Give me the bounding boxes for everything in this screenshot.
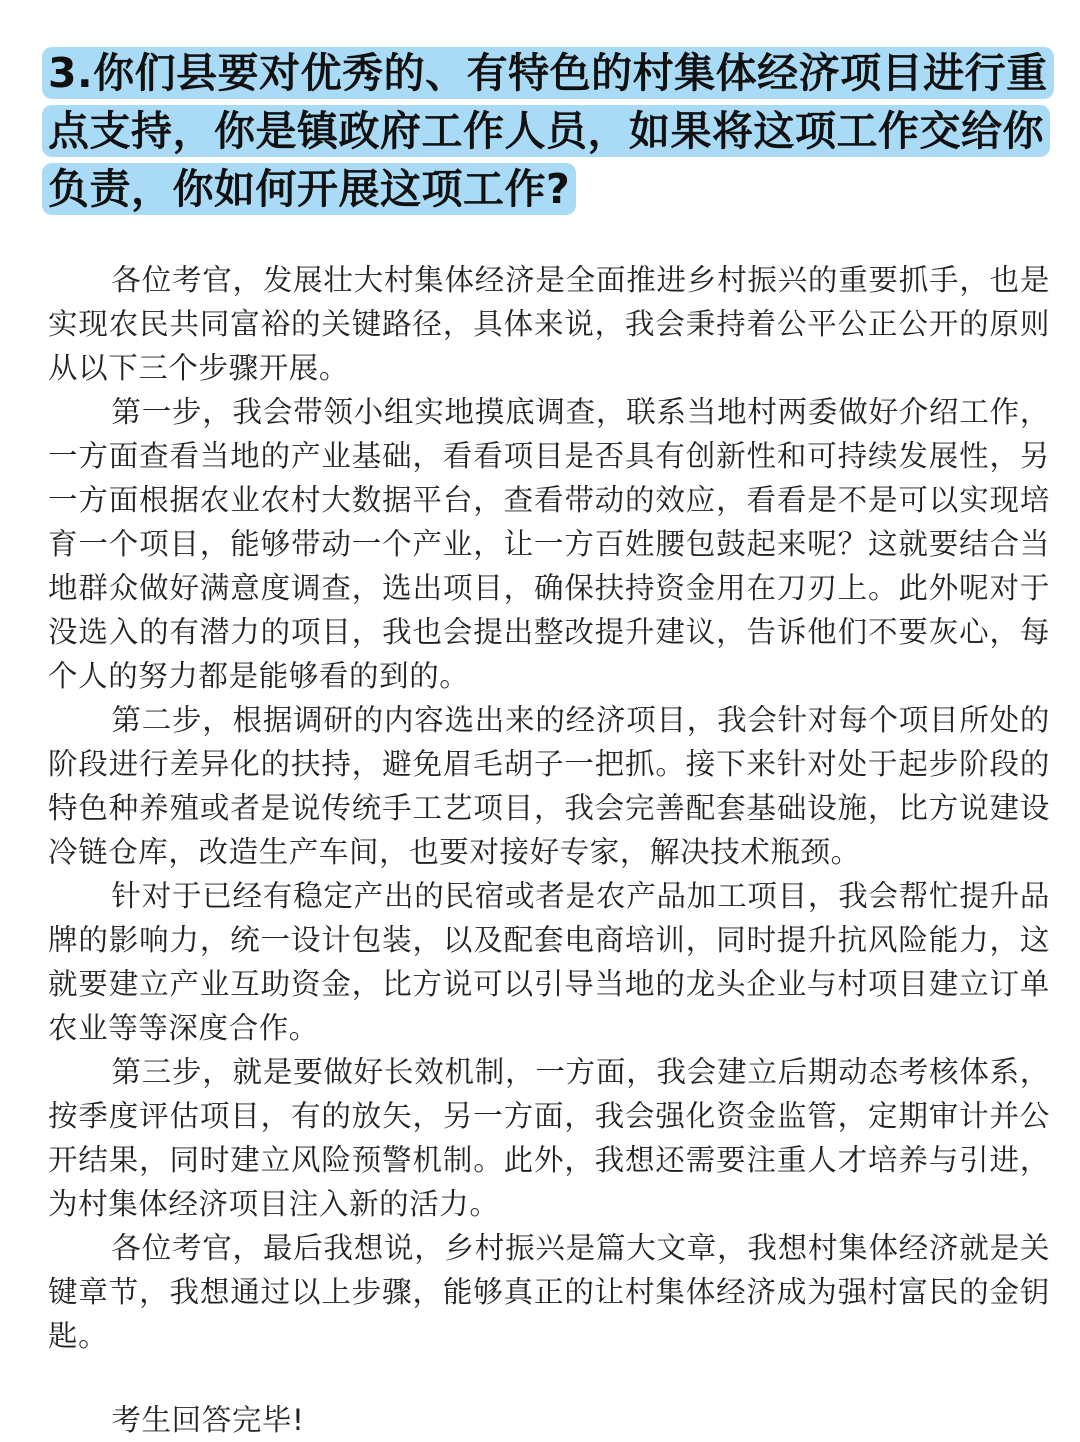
answer-paragraph-intro: 各位考官，发展壮大村集体经济是全面推进乡村振兴的重要抓手，也是实现农民共同富裕的关键路径，具体来说，我会秉持着公平公正公开的原则从以下三个步骤开展。 <box>48 263 1050 385</box>
answer-paragraph-step-one: 第一步，我会带领小组实地摸底调查，联系当地村两委做好介绍工作，一方面查看当地的产业基础，看看项目是否具有创新性和可持续发展性，另一方面根据农业农村大数据平台，查看带动的效应，看看是不是可以实现培育一个项目，能够带动一个产业，让一方百姓腰包鼓起来呢？这就要结合当地群众做好满意度调查，选出项目，确保扶持资金用在刀刃上。此外呢对于没选入的有潜力的项目，我也会提出整改提升建议，告诉他们不要灰心，每个人的努力都是能够看的到的。 <box>48 395 1050 693</box>
question-title <box>42 44 1072 218</box>
answer-paragraph-step-two-continued: 针对于已经有稳定产出的民宿或者是农产品加工项目，我会帮忙提升品牌的影响力，统一设计包装，以及配套电商培训，同时提升抗风险能力，这就要建立产业互助资金，比方说可以引导当地的龙头企业与村项目建立订单农业等等深度合作。 <box>48 879 1050 1045</box>
question-highlight: 3.你们县要对优秀的、有特色的村集体经济项目进行重点支持，你是镇政府工作人员，如果将这项工作交给你负责，你如何开展这项工作? <box>42 47 1054 215</box>
answer-paragraph-step-two: 第二步，根据调研的内容选出来的经济项目，我会针对每个项目所处的阶段进行差异化的扶持，避免眉毛胡子一把抓。接下来针对处于起步阶段的特色种养殖或者是说传统手工艺项目，我会完善配套基础设施，比方说建设冷链仓库，改造生产车间，也要对接好专家，解决技术瓶颈。 <box>48 703 1050 869</box>
answer-body <box>48 258 1050 1358</box>
answer-paragraph-conclusion: 各位考官，最后我想说，乡村振兴是篇大文章，我想村集体经济就是关键章节，我想通过以上步骤，能够真正的让村集体经济成为强村富民的金钥匙。 <box>48 1231 1050 1353</box>
closing-line: 考生回答完毕! <box>111 1403 305 1437</box>
answer-paragraph-step-three: 第三步，就是要做好长效机制，一方面，我会建立后期动态考核体系，按季度评估项目，有的放矢，另一方面，我会强化资金监管，定期审计并公开结果，同时建立风险预警机制。此外，我想还需要注重人才培养与引进，为村集体经济项目注入新的活力。 <box>48 1055 1050 1221</box>
